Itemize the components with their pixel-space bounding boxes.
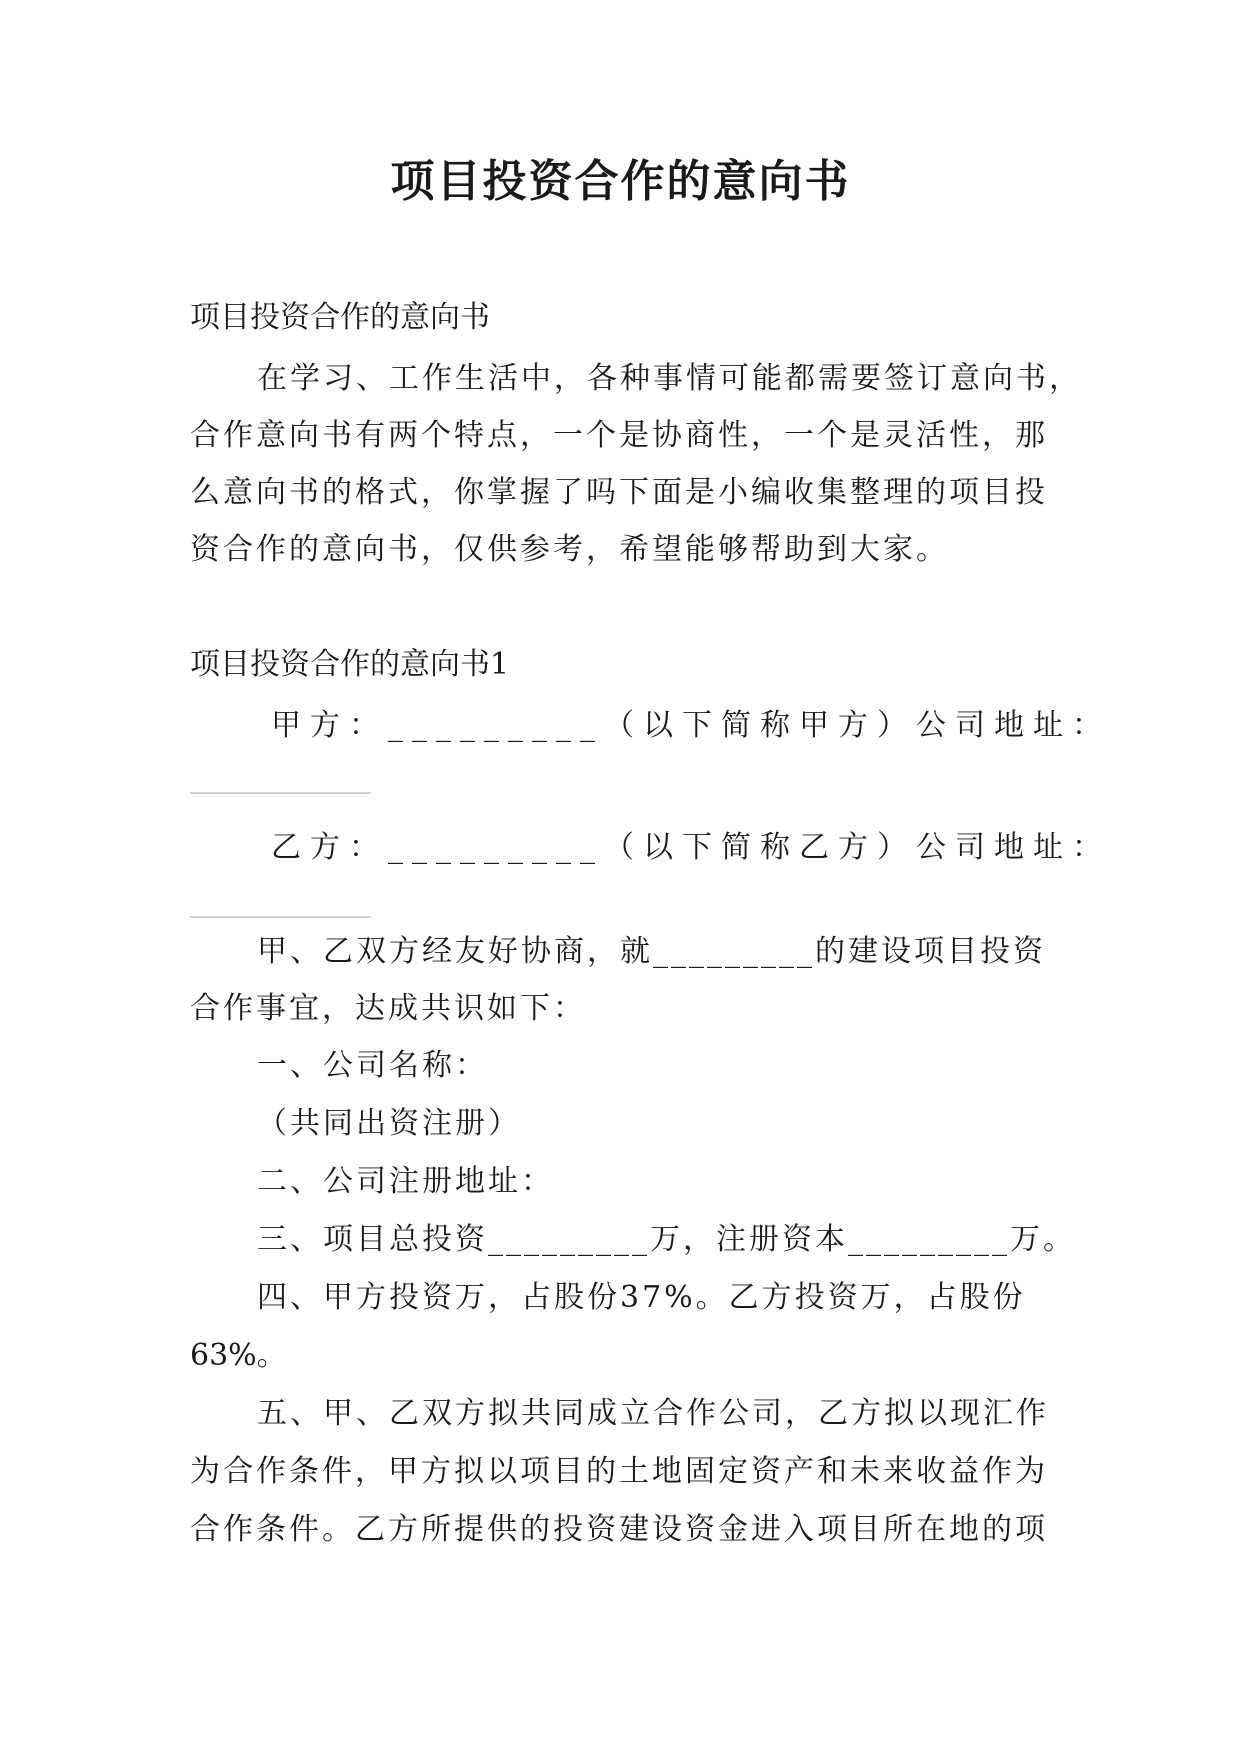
clause-1: 一、公司名称： — [257, 1048, 488, 1083]
clause-5-line-2: 为合作条件，甲方拟以项目的土地固定资产和未来收益作为 — [190, 1454, 1048, 1489]
clause-4-line-1: 四、甲方投资万，占股份37%。乙方投资万，占股份 — [257, 1280, 1026, 1315]
section-heading: 项目投资合作的意向书1 — [190, 647, 510, 682]
clause-5-line-1: 五、甲、乙双方拟共同成立合作公司，乙方拟以现汇作 — [257, 1396, 1049, 1431]
clause-3: 三、项目总投资_________万，注册资本_________万。 — [257, 1222, 1076, 1257]
clause-4-line-2: 63%。 — [190, 1338, 287, 1373]
party-a-address-blank: __________________ — [190, 769, 370, 794]
subtitle-line: 项目投资合作的意向书 — [190, 300, 490, 335]
intro-line-1: 在学习、工作生活中，各种事情可能都需要签订意向书， — [257, 361, 1082, 396]
party-a-line: 甲方：_________（以下简称甲方）公司地址： — [271, 708, 1111, 743]
agreement-line-2: 合作事宜，达成共识如下： — [190, 991, 586, 1026]
document-title: 项目投资合作的意向书 — [390, 156, 851, 207]
party-b-address-blank: __________________ — [190, 893, 370, 918]
party-b-line: 乙方：_________（以下简称乙方）公司地址： — [271, 830, 1111, 865]
agreement-line-1: 甲、乙双方经友好协商，就_________的建设项目投资 — [257, 934, 1046, 969]
intro-line-4: 资合作的意向书，仅供参考，希望能够帮助到大家。 — [190, 532, 949, 567]
intro-line-3: 么意向书的格式，你掌握了吗下面是小编收集整理的项目投 — [190, 475, 1048, 510]
clause-1-note: （共同出资注册） — [257, 1106, 521, 1141]
clause-5-line-3: 合作条件。乙方所提供的投资建设资金进入项目所在地的项 — [190, 1512, 1048, 1547]
clause-2: 二、公司注册地址： — [257, 1164, 554, 1199]
intro-line-2: 合作意向书有两个特点，一个是协商性，一个是灵活性，那 — [190, 418, 1048, 453]
